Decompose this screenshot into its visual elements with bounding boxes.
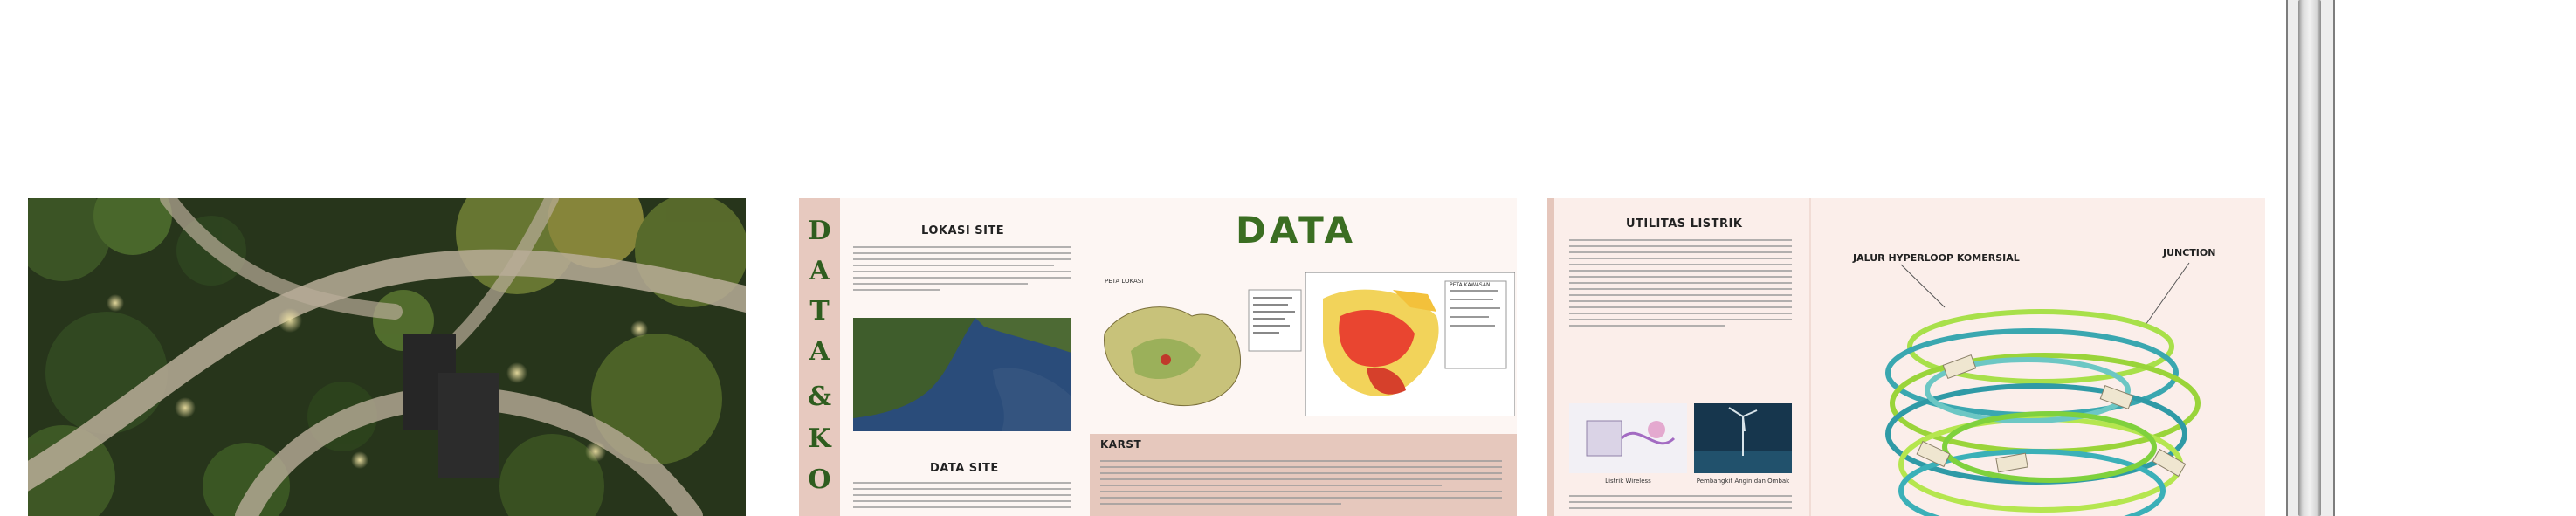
karst-heading: KARST: [1100, 438, 1142, 451]
data-title: DATA: [1236, 209, 1357, 251]
garden-render-illustration: [28, 198, 746, 516]
utility-divider: [1809, 198, 1811, 516]
wireless-caption: Listrik Wireless: [1605, 478, 1651, 485]
vertical-letter: T: [809, 296, 830, 327]
vertical-letter: &: [807, 382, 832, 412]
wind-wave-caption: Pembangkit Angin dan Ombak: [1696, 478, 1790, 485]
wind-wave-generator-image: [1694, 403, 1792, 473]
data-site-paragraph: [853, 482, 1071, 513]
vertical-letter: D: [808, 216, 831, 246]
lokasi-paragraph: [853, 246, 1071, 295]
data-site-heading: DATA SITE: [930, 462, 999, 475]
utilitas-listrik-heading: UTILITAS LISTRIK: [1626, 217, 1743, 230]
location-map: [1096, 272, 1314, 416]
satellite-map: [853, 318, 1071, 431]
vertical-letter: K: [808, 423, 831, 454]
wireless-power-image: [1569, 403, 1687, 473]
lokasi-site-heading: LOKASI SITE: [921, 224, 1005, 237]
karst-zone-map: [1305, 272, 1515, 416]
hyperloop-diagram: [1814, 259, 2259, 516]
junction-label: JUNCTION: [2163, 247, 2216, 258]
vertical-letter: A: [809, 336, 830, 367]
utilitas-paragraph-2: [1569, 495, 1792, 513]
location-map-title: PETA LOKASI: [1105, 278, 1144, 285]
garden-render-image: [28, 198, 746, 516]
utility-left-strip: [1547, 198, 1554, 516]
vertical-scrollbar-thumb[interactable]: [2298, 0, 2321, 516]
vertical-letter: O: [808, 464, 831, 495]
hyperloop-label: JALUR HYPERLOOP KOMERSIAL: [1853, 252, 2020, 264]
karst-paragraph: [1100, 460, 1502, 509]
vertical-letter: A: [809, 256, 830, 286]
karst-map-title: PETA KAWASAN: [1450, 282, 1491, 288]
utility-board: [1547, 198, 2265, 516]
utilitas-paragraph: [1569, 239, 1792, 331]
data-board: [799, 198, 1517, 516]
